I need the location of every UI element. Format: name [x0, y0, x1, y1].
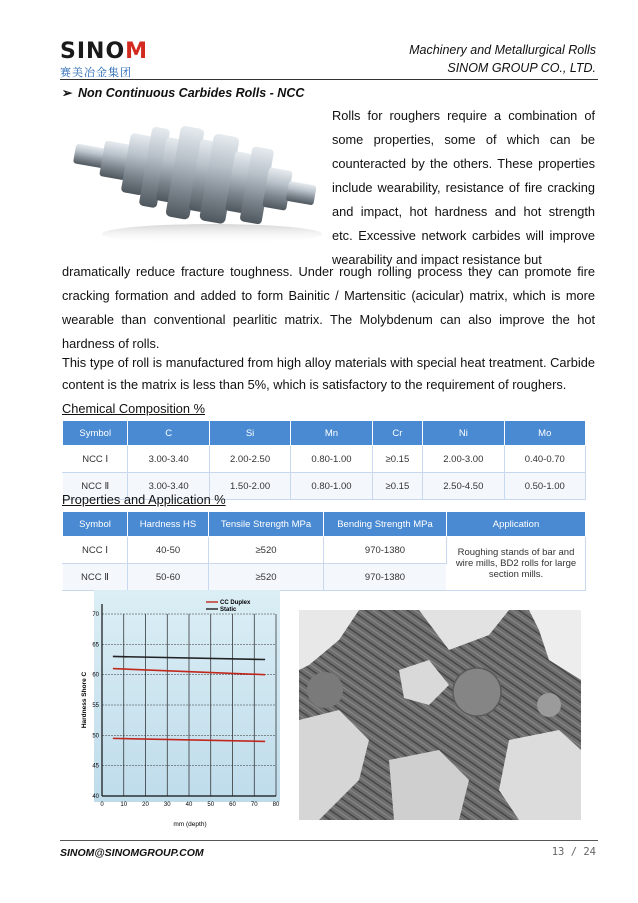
col-header: Tensile Strength MPa	[209, 512, 324, 537]
logo-text-accent: M	[125, 39, 149, 64]
footer-email[interactable]: SINOM@SINOMGROUP.COM	[60, 847, 204, 859]
carbide-paragraph: This type of roll is manufactured from high alloy materials with special heat treatment. Carbide content is the matrix is less than 5%, which is satisfactory to the requirement of roughers.	[62, 355, 595, 392]
properties-heading: Properties and Application %	[62, 492, 226, 507]
table-cell: 970-1380	[324, 537, 447, 564]
section-title-text: Non Continuous Carbides Rolls - NCC	[78, 86, 305, 100]
table-cell: 3.00-3.40	[128, 446, 209, 473]
table-cell: 970-1380	[324, 564, 447, 591]
x-tick-label: 30	[163, 802, 171, 808]
y-tick-label: 70	[92, 612, 99, 618]
table-cell: 0.40-0.70	[504, 446, 585, 473]
x-tick-label: 20	[142, 802, 149, 808]
header-subtitle: Machinery and Metallurgical Rolls	[409, 43, 596, 57]
chemical-composition-table	[62, 420, 586, 500]
table-row	[63, 537, 586, 564]
page-number: 13 / 24	[551, 846, 596, 858]
col-header: Symbol	[63, 512, 128, 537]
logo-text: SINO	[60, 39, 126, 64]
bullet-arrow-icon: ➢	[62, 86, 73, 100]
x-tick-label: 70	[250, 802, 258, 808]
y-tick-label: 45	[92, 763, 99, 770]
chart-background	[94, 590, 280, 802]
logo-chinese-text: 赛美冶金集团	[60, 66, 132, 79]
hardness-depth-chart	[80, 590, 280, 830]
x-tick-label: 10	[120, 802, 128, 808]
y-tick-label: 55	[92, 703, 99, 709]
legend-label: CC Duplex	[220, 600, 251, 606]
x-tick-label: 60	[229, 802, 236, 808]
company-logo	[60, 41, 148, 63]
table-cell: 2.50-4.50	[423, 473, 504, 500]
table-cell: 50-60	[128, 564, 209, 591]
table-cell: 0.80-1.00	[291, 446, 372, 473]
col-header: Si	[209, 421, 290, 446]
intro-paragraph-right: Rolls for roughers require a combination of some properties, some of which can be counteracted by the others. These properties include wearability, resistance of fire cracking and impact, hot hardness and hot strength etc. Excessive network carbides will improve wearability and impact resistance but	[332, 108, 595, 267]
y-tick-label: 40	[92, 794, 99, 800]
table-cell: 2.00-2.50	[209, 446, 290, 473]
table-row	[63, 446, 586, 473]
table-cell: 3.00-3.40	[128, 473, 209, 500]
col-header: Mo	[504, 421, 585, 446]
col-header: Hardness HS	[128, 512, 209, 537]
table-cell: NCC Ⅰ	[63, 446, 128, 473]
chemical-composition-heading: Chemical Composition %	[62, 401, 205, 416]
footer-divider	[60, 840, 598, 841]
x-axis-label: mm (depth)	[173, 821, 207, 828]
header-divider	[60, 79, 598, 80]
table-cell: ≥520	[209, 537, 324, 564]
col-header: C	[128, 421, 209, 446]
col-header: Mn	[291, 421, 372, 446]
table-cell: 2.00-3.00	[423, 446, 504, 473]
legend-label: Static	[220, 607, 237, 613]
table-cell: NCC Ⅰ	[63, 537, 128, 564]
x-tick-label: 40	[185, 802, 193, 808]
table-cell: ≥0.15	[372, 446, 422, 473]
col-header: Application	[447, 512, 586, 537]
microstructure-photo	[299, 610, 581, 820]
col-header: Cr	[372, 421, 422, 446]
table-cell: 40-50	[128, 537, 209, 564]
col-header: Bending Strength MPa	[324, 512, 447, 537]
table-cell: ≥0.15	[372, 473, 422, 500]
intro-paragraph-continued: dramatically reduce fracture toughness. Under rough rolling process they can promote fire cracking formation and added to form Bainitic / Martensitic (acicular) matrix, which is more wearable than conventional pearlitic matrix. The Molybdenum can also improve the hot hardness of rolls.	[62, 264, 595, 351]
x-tick-label: 0	[100, 802, 104, 808]
col-header: Symbol	[63, 421, 128, 446]
y-axis-label: Hardness Shore C	[81, 671, 88, 729]
table-cell: NCC Ⅱ	[63, 564, 128, 591]
y-tick-label: 65	[92, 642, 99, 649]
table-header-row	[63, 512, 586, 537]
table-cell: 0.80-1.00	[291, 473, 372, 500]
section-title	[62, 85, 304, 100]
table-header-row	[63, 421, 586, 446]
table-cell: 1.50-2.00	[209, 473, 290, 500]
y-tick-label: 60	[92, 672, 99, 679]
header-company-name: SINOM GROUP CO., LTD.	[447, 61, 596, 75]
roll-photo	[62, 104, 324, 256]
application-cell: Roughing stands of bar and wire mills, BD2 rolls for large section mills.	[447, 537, 586, 591]
x-tick-label: 80	[272, 802, 280, 808]
x-tick-label: 50	[207, 802, 215, 808]
table-cell: NCC Ⅱ	[63, 473, 128, 500]
table-cell: 0.50-1.00	[504, 473, 585, 500]
col-header: Ni	[423, 421, 504, 446]
table-cell: ≥520	[209, 564, 324, 591]
y-tick-label: 50	[92, 733, 99, 740]
properties-table	[62, 511, 586, 591]
